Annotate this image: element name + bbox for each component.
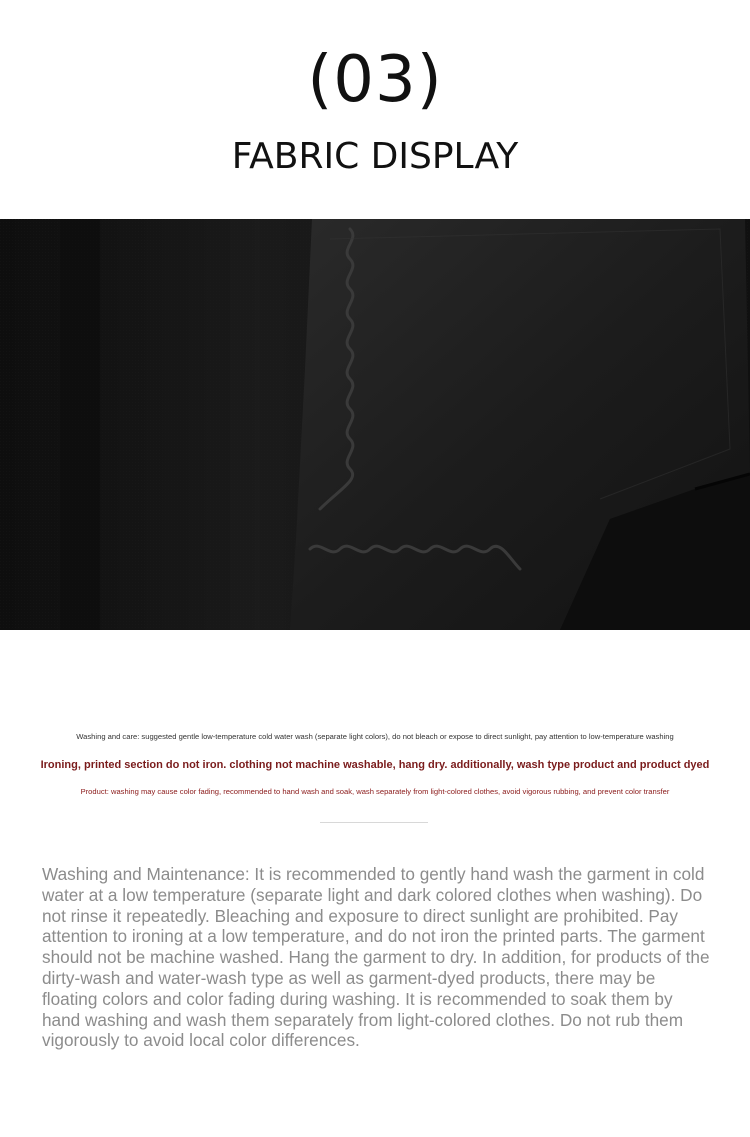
care-note-line-2: Ironing, printed section do not iron. clothing not machine washable, hang dry. additionally, wash type product and product dyed: [40, 759, 710, 771]
fabric-photo: [0, 219, 750, 630]
care-note-line-1: Washing and care: suggested gentle low-temperature cold water wash (separate light colors), do not bleach or expose to direct sunlight, pay attention to low-temperature washing: [76, 732, 674, 741]
section-title: FABRIC DISPLAY: [231, 136, 519, 177]
fabric-illustration: [0, 219, 750, 630]
maintenance-paragraph: Washing and Maintenance: It is recommended to gently hand wash the garment in cold water at a low temperature (separate light and dark colored clothes when washing). Do not rinse it repeatedly. Bleaching and exposure to direct sunlight are prohibited. Pay attention to ironing at a low temperature, and do not iron the printed parts. The garment should not be machine washed. Hang the garment to dry. In addition, for products of the dirty-wash and water-wash type as well as garment-dyed products, there may be floating colors and color fading during washing. It is recommended to soak them by hand washing and wash them separately from light-colored clothes. Do not rub them vigorously to avoid local color differences.: [42, 864, 710, 1051]
divider: [320, 822, 428, 823]
care-note-line-3: Product: washing may cause color fading, recommended to hand wash and soak, wash separately from light-colored clothes, avoid vigorous rubbing, and prevent color transfer: [80, 787, 670, 796]
section-number: (03): [307, 43, 443, 117]
